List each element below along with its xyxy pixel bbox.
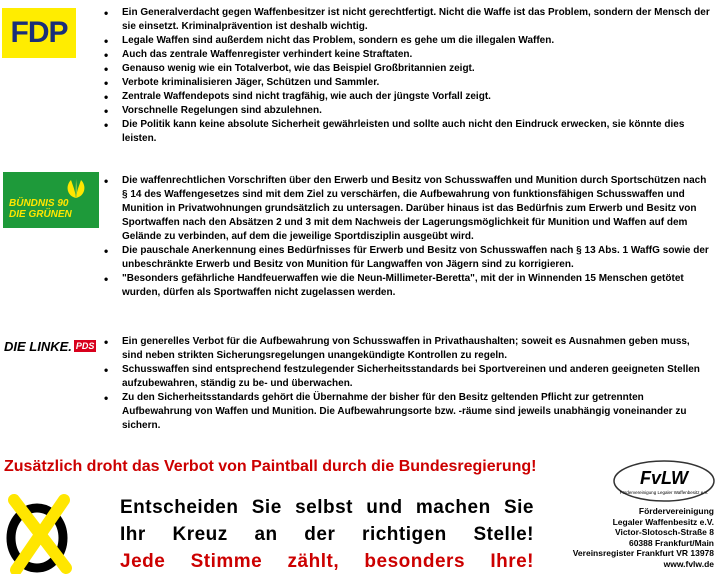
list-item: • Ein Generalverdacht gegen Waffenbesitzer ist nicht gerechtfertigt. Nicht die Waffe ist das Problem, sondern der Mensch der sie einsetzt. Kriminalprävention ist deshalb wichtig. (104, 6, 710, 34)
sunflower-icon (63, 178, 89, 200)
linke-logo (4, 337, 96, 355)
fvlw-logo (612, 459, 716, 503)
list-item: • Ein generelles Verbot für die Aufbewahrung von Schusswaffen in Privathaushalten; soweit es Ausnahmen geben muss, sind neben strikten Sicherungsregelungen unangekündigte Kontrollen zu regeln. (104, 335, 710, 363)
list-item: • Zu den Sicherheitsstandards gehört die Übernahme der bisher für den Besitz geltenden Pflicht zur getrennten Aufbewahrung von Waffen und Munition. Die Aufbewahrungsorte bzw. -räume sind jeweils unabhängig voneinander zu sichern. (104, 391, 710, 433)
fdp-points (104, 6, 710, 146)
slogan (120, 494, 534, 575)
list-item: • Legale Waffen sind außerdem nicht das Problem, sondern es gehe um die illegalen Waffen. (104, 34, 710, 48)
ballot-cross-icon (4, 492, 74, 574)
gruene-logo (3, 172, 99, 228)
list-item: • Die waffenrechtlichen Vorschriften über den Erwerb und Besitz von Schusswaffen und Munition durch Sportschützen nach § 14 des Waffengesetzes sind mit dem Ziel zu verschärfen, die Aufbewahrung von funktionsfähigen Schusswaffen und Munition in Privatwohnungen grundsätzlich zu untersagen. Darüber hinaus ist das Bedürfnis zum Erwerb und Besitz von Sportwaffen nach den Absätzen 2 und 3 mit dem Nachweis der Lagerungsmöglichkeit für Munition und Waffen auf dem Gelände zu verbinden, auf dem die jeweilige Sportdisziplin ausgeübt wird. (104, 174, 710, 244)
address-line: Legaler Waffenbesitz e.V. (612, 516, 714, 527)
address-line: Vereinsregister Frankfurt VR 13978 (572, 548, 714, 558)
address-line: 60388 Frankfurt/Main (628, 537, 714, 548)
gruene-logo-line1: BÜNDNIS 90 (9, 198, 69, 209)
list-item: • Die pauschale Anerkennung eines Bedürfnisses für Erwerb und Besitz von Schusswaffen nach § 13 Abs. 1 WaffG sowie der unbeschränkte Erwerb und Besitz von Munition für Langwaffen von Jägern sind zu korrigieren. (104, 244, 710, 272)
fvlw-logo-subtext: Fördervereinigung Legaler Waffenbesitz e.V. (619, 490, 709, 495)
list-item: • Verbote kriminalisieren Jäger, Schützen und Sammler. (104, 76, 710, 90)
slogan-line-1: Entscheiden Sie selbst und machen Sie (120, 497, 534, 518)
linke-logo-badge: PDS (75, 341, 95, 351)
list-item: • Schusswaffen sind entsprechend festzulegender Sicherheitsstandards bei Sportvereinen und anderen geeigneten Stellen aufzubewahren, ständig zu be- und überwachen. (104, 363, 710, 391)
fdp-logo: FDP (2, 8, 76, 58)
gruene-points (104, 174, 710, 300)
list-item: • Genauso wenig wie ein Totalverbot, wie das Beispiel Großbritannien zeigt. (104, 62, 710, 76)
address-line: Fördervereinigung (638, 506, 714, 516)
linke-points (104, 335, 710, 433)
list-item: • "Besonders gefährliche Handfeuerwaffen wie die Neun-Millimeter-Beretta", mit der in Winnenden 15 Menschen getötet wurden, dürfen als Sportwaffen nicht zugelassen werden. (104, 272, 710, 300)
linke-logo-text: DIE LINKE. (4, 338, 72, 354)
slogan-line-3: Jede Stimme zählt, besonders Ihre! (120, 551, 534, 572)
list-item: • Auch das zentrale Waffenregister verhindert keine Straftaten. (104, 48, 710, 62)
address-line: Victor-Slotosch-Straße 8 (614, 527, 714, 537)
list-item: • Vorschnelle Regelungen sind abzulehnen. (104, 104, 710, 118)
list-item: • Zentrale Waffendepots sind nicht tragfähig, wie auch der jüngste Vorfall zeigt. (104, 90, 710, 104)
website-link[interactable]: www.fvlw.de (663, 558, 714, 569)
fvlw-logo-text: FvLW (640, 468, 688, 488)
paintball-warning: Zusätzlich droht das Verbot von Paintball durch die Bundesregierung! (4, 458, 537, 475)
gruene-logo-line2: DIE GRÜNEN (9, 209, 72, 220)
slogan-line-2: Ihr Kreuz an der richtigen Stelle! (120, 524, 534, 545)
organization-address (544, 506, 714, 569)
list-item: • Die Politik kann keine absolute Sicherheit gewährleisten und sollte auch nicht den Eindruck erwecken, sie könnte dies leisten. (104, 118, 710, 146)
